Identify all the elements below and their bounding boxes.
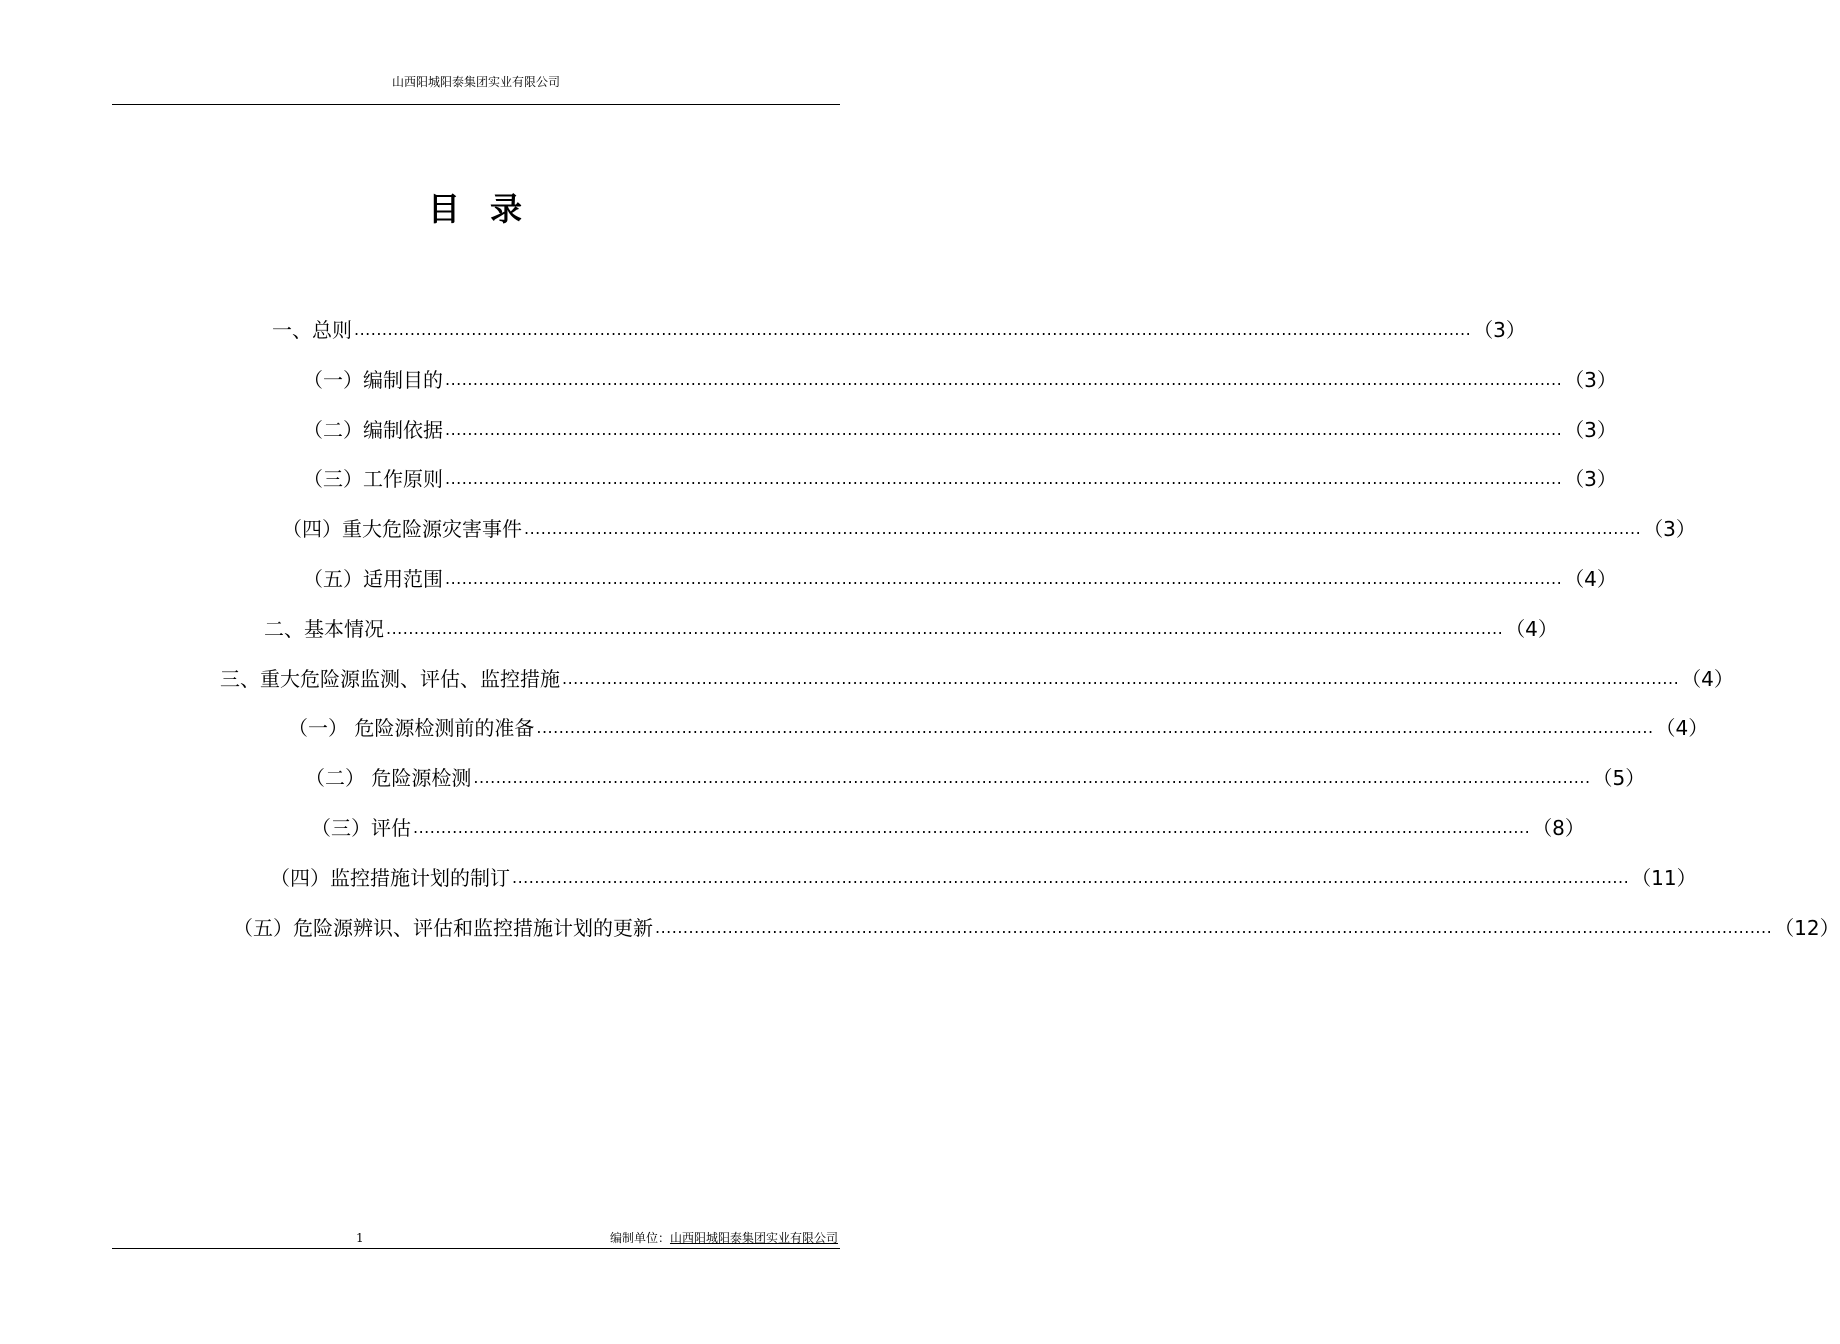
toc-entry[interactable] <box>303 366 1617 394</box>
toc-leader-dots: ........................................................................................................................................................................................................ <box>445 369 1563 389</box>
toc-entry-page: （3） <box>1643 517 1696 542</box>
toc-entry[interactable] <box>233 914 1840 942</box>
toc-leader-dots: ........................................................................................................................................................................................................ <box>512 867 1630 887</box>
toc-entry-page: （12） <box>1774 915 1840 940</box>
footer-unit-name: 山西阳城阳泰集团实业有限公司 <box>669 1231 838 1245</box>
toc-entry-label: （三）工作原则 <box>303 467 443 492</box>
footer-unit-label: 编制单位： <box>609 1231 670 1245</box>
toc-entry[interactable] <box>303 416 1617 444</box>
toc-leader-dots: ........................................................................................................................................................................................................ <box>562 668 1680 688</box>
toc-entry-label: （五）适用范围 <box>303 567 443 591</box>
toc-entry-page: （4） <box>1505 616 1558 641</box>
toc-entry-page: （3） <box>1564 467 1617 492</box>
toc-leader-dots: ........................................................................................................................................................................................................ <box>386 618 1504 638</box>
toc-entry-label: 三、重大危险源监测、评估、监控措施 <box>220 666 560 691</box>
toc-entry[interactable] <box>288 714 1709 742</box>
toc-entry-label: 二、基本情况 <box>264 616 384 641</box>
toc-entry[interactable] <box>270 864 1697 892</box>
toc-leader-dots: ........................................................................................................................................................................................................ <box>445 469 1563 489</box>
toc-entry[interactable] <box>305 764 1646 792</box>
toc-leader-dots: ........................................................................................................................................................................................................ <box>445 419 1563 439</box>
toc-entry[interactable] <box>303 465 1617 493</box>
toc-leader-dots: ........................................................................................................................................................................................................ <box>445 569 1563 588</box>
toc-entry-label: （五）危险源辨识、评估和监控措施计划的更新 <box>233 915 653 940</box>
footer-unit <box>610 1229 838 1246</box>
page-title: 目录 <box>427 190 552 228</box>
toc-entry-page: （4） <box>1564 567 1617 591</box>
toc-entry-label: （四）重大危险源灾害事件 <box>282 517 522 542</box>
toc-entry-label: （二）编制依据 <box>303 417 443 442</box>
toc-entry-label: （一） 危险源检测前的准备 <box>288 716 535 741</box>
toc-entry-page: （4） <box>1681 666 1734 691</box>
page-footer <box>112 1226 840 1249</box>
toc-entry[interactable] <box>272 316 1526 344</box>
toc-entry[interactable] <box>220 665 1734 693</box>
toc-entry-label: 一、总则 <box>272 318 352 342</box>
toc-leader-dots: ........................................................................................................................................................................................................ <box>413 818 1531 837</box>
toc-leader-dots: ........................................................................................................................................................................................................ <box>524 519 1642 539</box>
toc-leader-dots: ........................................................................................................................................................................................................ <box>536 718 1654 738</box>
toc-entry-page: （4） <box>1655 716 1709 741</box>
toc-entry-label: （三）评估 <box>311 816 411 840</box>
toc-leader-dots: ........................................................................................................................................................................................................ <box>473 768 1591 788</box>
toc-entry-page: （5） <box>1592 766 1646 791</box>
toc-entry[interactable] <box>311 814 1585 842</box>
toc-entry-page: （3） <box>1564 417 1617 442</box>
toc-leader-dots: ........................................................................................................................................................................................................ <box>655 917 1773 937</box>
toc-entry-label: （二） 危险源检测 <box>305 766 472 791</box>
toc-entry[interactable] <box>303 565 1617 593</box>
toc-entry-page: （3） <box>1564 367 1617 392</box>
toc-entry-page: （3） <box>1473 318 1526 342</box>
toc-entry-label: （四）监控措施计划的制订 <box>270 865 510 890</box>
toc-entry-page: （11） <box>1631 865 1697 890</box>
toc-entry-label: （一）编制目的 <box>303 367 443 392</box>
toc-leader-dots: ........................................................................................................................................................................................................ <box>354 320 1472 339</box>
footer-page-number: 1 <box>356 1231 364 1245</box>
toc-entry-page: （8） <box>1532 816 1585 840</box>
header-company-name: 山西阳城阳泰集团实业有限公司 <box>391 75 560 89</box>
toc-entry[interactable] <box>264 615 1558 643</box>
toc-entry[interactable] <box>282 515 1696 543</box>
